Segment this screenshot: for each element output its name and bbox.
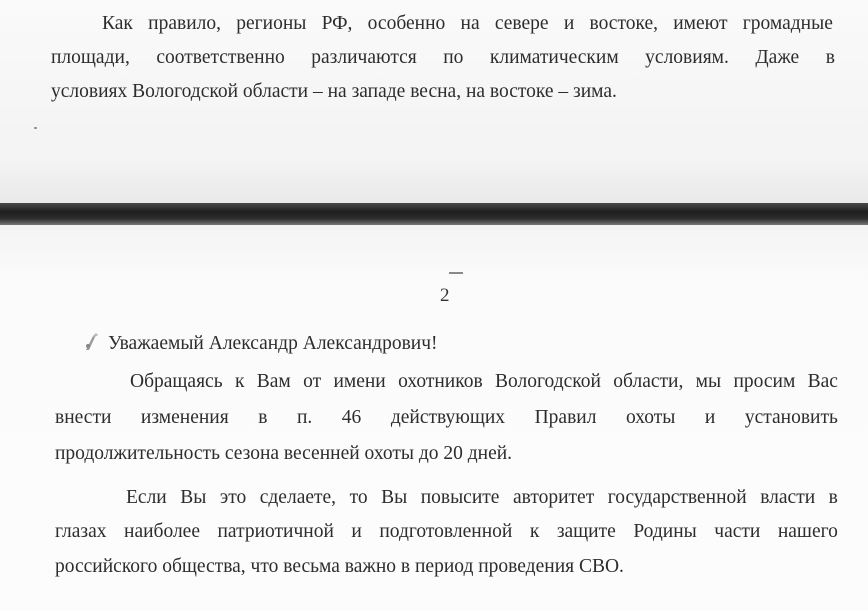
page-number: 2 <box>440 285 450 306</box>
pen-mark-icon <box>84 332 102 352</box>
paragraph2-line-1: Если Вы это сделаете, то Вы повысите авторитет государственной власти в <box>126 487 838 508</box>
top-text-line-1: Как правило, регионы РФ, особенно на севере и востоке, имеют громадные <box>102 13 833 34</box>
scan-speck <box>34 127 37 129</box>
paragraph1-line-2: внести изменения в п. 46 действующих Правил охоты и установить <box>55 407 838 428</box>
scan-dash-mark <box>449 272 463 274</box>
page-divider <box>0 203 868 225</box>
salutation: Уважаемый Александр Александрович! <box>108 333 438 354</box>
top-text-line-3: условиях Вологодской области – на западе весна, на востоке – зима. <box>51 81 617 102</box>
paragraph1-line-1: Обращаясь к Вам от имени охотников Вологодской области, мы просим Вас <box>130 371 838 392</box>
paragraph1-line-3: продолжительность сезона весенней охоты до 20 дней. <box>55 443 513 464</box>
paragraph2-line-2: глазах наиболее патриотичной и подготовленной к защите Родины части нашего <box>55 521 838 542</box>
paragraph2-line-3: российского общества, что весьма важно в период проведения СВО. <box>55 556 624 577</box>
top-text-line-2: площади, соответственно различаются по климатическим условиям. Даже в <box>51 47 835 68</box>
page-top-fragment <box>0 0 868 203</box>
